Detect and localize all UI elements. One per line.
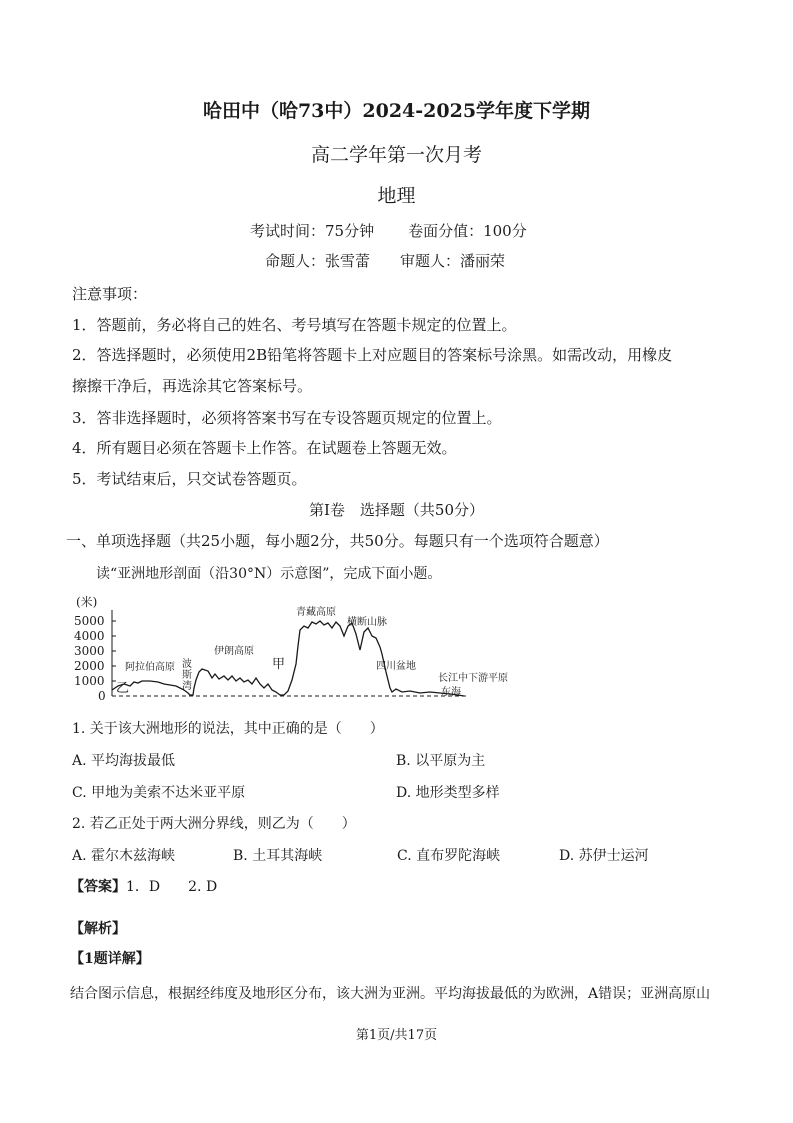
iranian-plateau-label: 伊朗高原 [214, 646, 254, 657]
answer-line [70, 876, 217, 896]
reviewer-label: 审题人：潘丽荣 [400, 252, 506, 270]
note-item: 2．答选择题时，必须使用2B铅笔将答题卡上对应题目的答案标号涂黑。如需改动，用橡皮 [72, 346, 673, 364]
notes-heading: 注意事项： [72, 285, 148, 303]
q2-option-b: B. 土耳其海峡 [233, 848, 323, 864]
note-item: 4．所有题目必须在答题卡上作答。在试题卷上答题无效。 [72, 439, 457, 457]
analysis-text: 结合图示信息，根据经纬度及地形区分布，该大洲为亚洲。平均海拔最低的为欧洲，A错误；亚洲高原山 [70, 986, 711, 1002]
exam-title: 哈田中（哈73中）2024-2025学年度下学期 [202, 100, 591, 122]
y-tick-label: 4000 [74, 629, 105, 643]
hengduan-mountains-label: 横断山脉 [347, 617, 387, 628]
y-tick-label: 1000 [74, 674, 105, 688]
y-axis-unit: (米) [76, 595, 98, 609]
y-tick-label: 2000 [74, 659, 105, 673]
answer-value-2: 2. D [188, 879, 218, 895]
part-heading: 一、单项选择题（共25小题，每小题2分，共50分。每题只有一个选项符合题意） [66, 532, 609, 550]
y-tick-label: 3000 [74, 644, 105, 658]
persian-gulf-label: 湾 [182, 681, 192, 692]
east-china-sea-label: 东海 [441, 687, 461, 698]
analysis-sub-label: 【1题详解】 [70, 951, 150, 967]
author-label: 命题人：张雪蕾 [265, 252, 371, 270]
q1-option-c: C. 甲地为美索不达米亚平原 [72, 785, 246, 801]
y-tick-label: 0 [98, 689, 106, 703]
q1-option-a: A. 平均海拔最低 [72, 753, 176, 769]
q1-option-d: D. 地形类型多样 [396, 785, 500, 801]
asia-terrain-profile-figure [72, 592, 532, 710]
question-2-stem: 2. 若乙正处于两大洲分界线，则乙为（ ） [72, 816, 356, 832]
note-item: 5．考试结束后，只交试卷答题页。 [72, 470, 307, 488]
arabian-plateau-label: 阿拉伯高原 [125, 662, 175, 673]
section-title: 第Ⅰ卷 选择题（共50分） [308, 501, 484, 519]
page-footer: 第1页/共17页 [355, 1028, 438, 1043]
yi-label: 乙 [116, 681, 130, 696]
question-1-stem: 1. 关于该大洲地形的说法，其中正确的是（ ） [72, 721, 384, 737]
terrain-profile-line [112, 621, 464, 696]
jia-label: 甲 [272, 657, 286, 672]
time-label: 考试时间：75分钟 [250, 222, 375, 240]
q1-option-b: B. 以平原为主 [396, 753, 486, 769]
y-tick-label: 5000 [74, 614, 105, 628]
note-item: 1．答题前，务必将自己的姓名、考号填写在答题卡规定的位置上。 [72, 316, 517, 334]
note-item: 3．答非选择题时，必须将答案书写在专设答题页规定的位置上。 [72, 409, 502, 427]
q2-option-a: A. 霍尔木兹海峡 [72, 848, 176, 864]
persian-gulf-label: 斯 [182, 670, 192, 681]
tibetan-plateau-label: 青藏高原 [296, 607, 336, 618]
note-item: 擦擦干净后，再选涂其它答案标号。 [72, 377, 313, 395]
exam-meta-time [250, 220, 527, 241]
exam-subtitle: 高二学年第一次月考 [310, 144, 482, 166]
question-intro: 读“亚洲地形剖面（沿30°N）示意图”，完成下面小题。 [96, 566, 442, 582]
q2-option-d: D. 苏伊士运河 [559, 848, 649, 864]
persian-gulf-label: 波 [182, 659, 192, 670]
exam-meta-authors [265, 250, 505, 271]
answer-label: 【答案】 [70, 879, 126, 895]
q2-option-c: C. 直布罗陀海峡 [397, 848, 501, 864]
y-axis-ticks [112, 621, 116, 681]
yangtze-plain-label: 长江中下游平原 [438, 673, 508, 684]
score-label: 卷面分值：100分 [408, 222, 527, 240]
answer-value-1: 1．D [126, 879, 161, 895]
subject-title: 地理 [377, 185, 416, 207]
analysis-label: 【解析】 [70, 921, 126, 937]
sichuan-basin-label: 四川盆地 [376, 661, 416, 672]
